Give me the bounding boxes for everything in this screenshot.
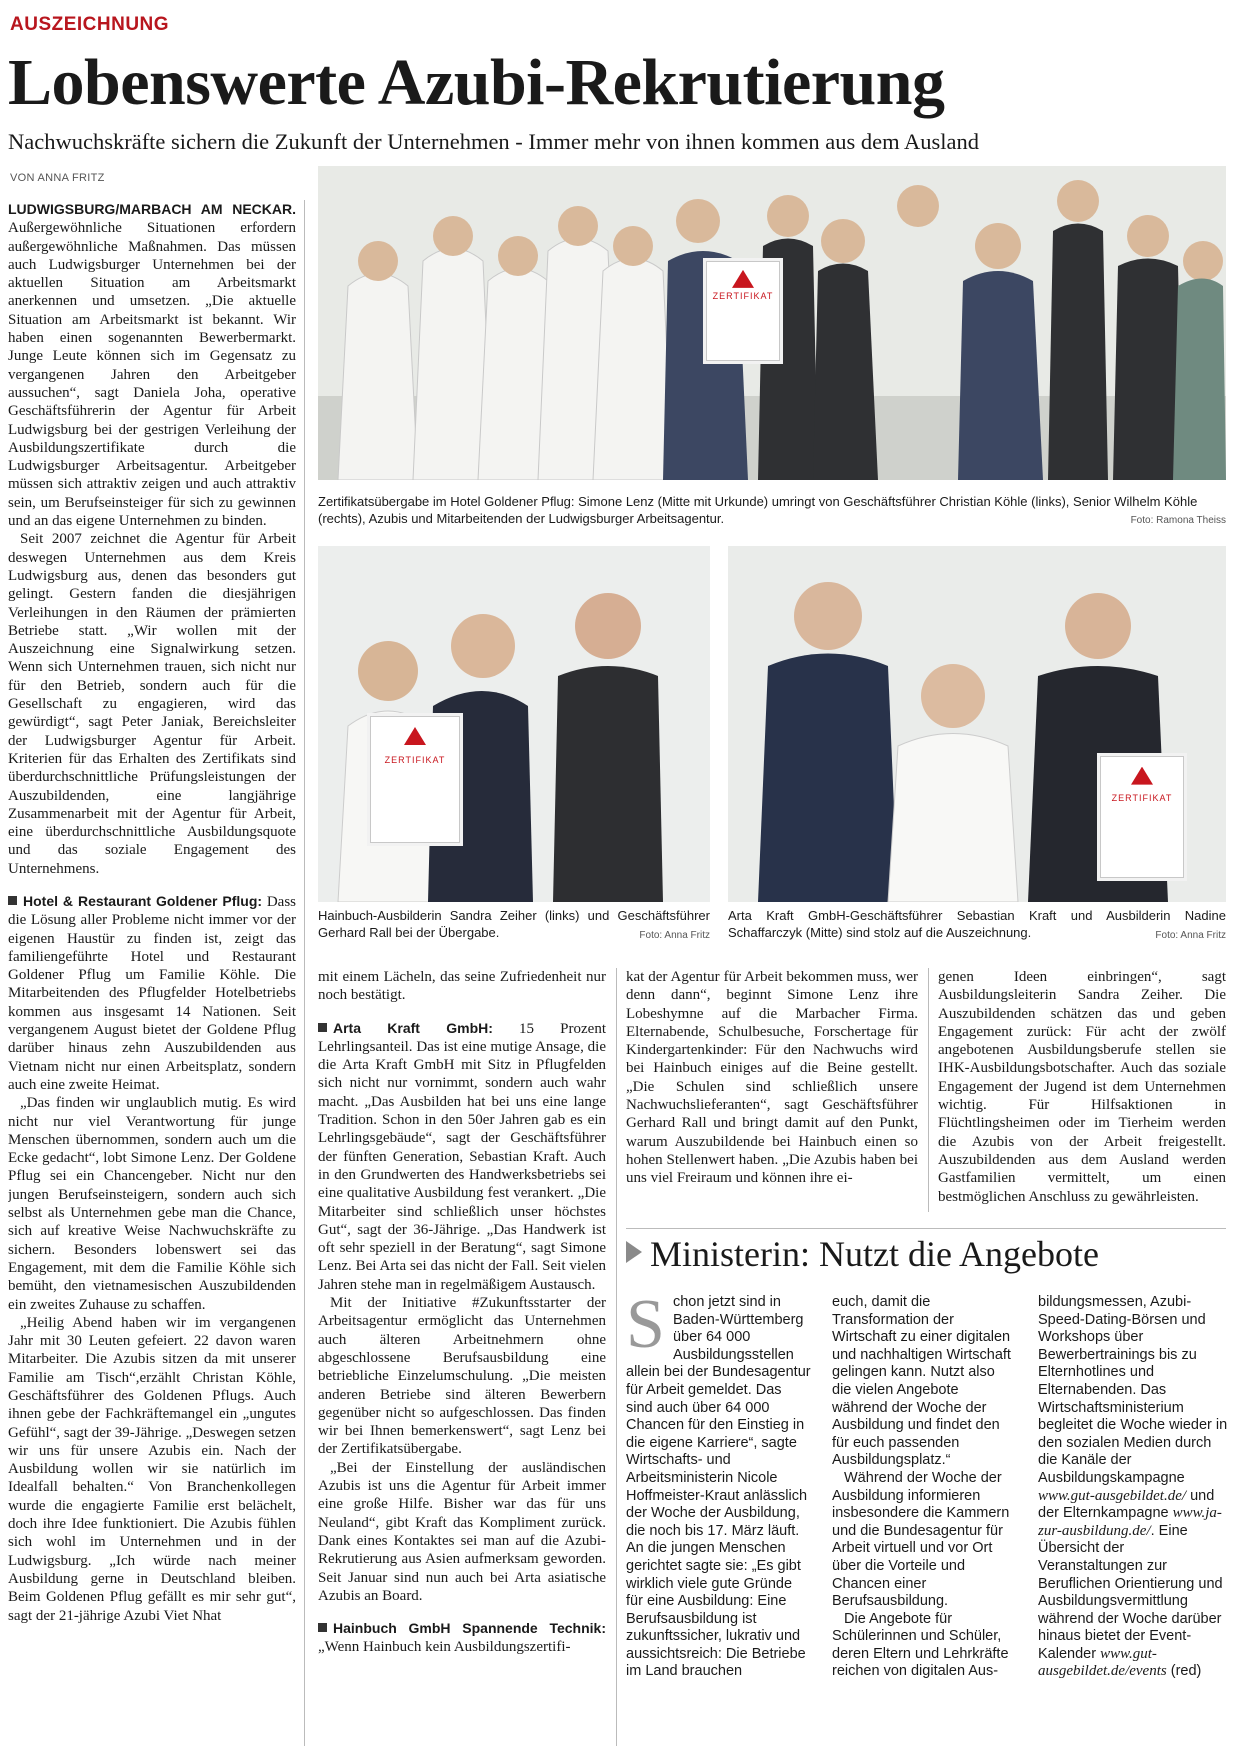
headline: Lobenswerte Azubi-Rekrutierung [8,46,945,119]
paragraph-text: 15 Prozent Lehrlingsanteil. Das ist eine mutige Ansage, die die Arta Kraft GmbH mit Sitz in Pflugfelden sich nicht nur vornimmt, sondern auch wahr macht. „Das Ausbilden hat bei uns eine lange Tradition. Schon in den 50er Jahren gab es ein Lehrlingsgebäude“, sagt der Geschäftsführer der fünften Generation, Sebastian Kraft. Auch in den Grundwerten des Handwerksbetriebs sei eine qualitative Ausbildung fest verankert. „Die Mitarbeiter sind schließlich unser höchstes Gut“, sagt der 36-Jährige. „Das Handwerk ist oft sehr speziell in der Beratung“, sagt Simone Lenz. Bei Arta sei das nicht der Fall. Seit vielen Jahren stehe man in regelmäßigem Austausch. [318,1020,606,1293]
certificate [1100,756,1184,878]
paragraph: Die Angebote für Schülerinnen und Schüler, deren Eltern und Lehrkräfte reichen von digitalen Aus- [832,1610,1009,1680]
column-divider [304,200,305,1746]
byline: VON ANNA FRITZ [10,172,105,184]
main-photo [318,166,1226,480]
paragraph: Mit der Initiative #Zukunftsstarter der Arbeitsagentur ermöglicht das Unternehmen auch älteren Arbeitnehmern ohne abgeschlossene Berufsausbildung eine betriebliche Einzelumschulung. „Die meisten anderen Betriebe sind älteren Bewerbern gegenüber nicht so aufgeschlossen. Das finden wir bei Ihnen bemerkenswert“, sagt Lenz bei der Zertifikatsübergabe. [318,1295,606,1458]
paragraph: Während der Woche der Ausbildung informieren insbesondere die Kammern und die Bundesagentur für Arbeit virtuell und vor Ort über die Vorteile und Chancen einer Berufsausbildung. [832,1469,1010,1610]
certificate-label: ZERTIFIKAT [384,754,446,765]
paragraph: „Bei der Einstellung der ausländischen Azubis ist uns die Agentur für Arbeit immer eine große Hilfe. Bisher war das für uns Neuland“, gibt Kraft das Kompliment zurück. Dank eines Kontaktes sei man auf die Azubi-Rekrutierung aus Asien aufmerksam geworden. Seit Januar sind nun auch bei Arta asiatische Azubis an Board. [318,1459,606,1604]
paragraph [8,200,296,530]
paragraph-text: Dass die Lösung aller Probleme nicht immer vor der eigenen Haustür zu finden ist, zeigt das familiengeführte Hotel und Restaurant Goldener Pflug um Familie Köhle. Die Mitarbeitenden des Pflugfelder Hotelbetriebs kommen aus insgesamt 14 Nationen. Seit vergangenem August bietet der Goldene Pflug darüber hinaus zehn Auszubildenden aus Vietnam nicht nur einen Arbeitsplatz, sondern auch eine zweite Heimat. [8,893,296,1093]
dropcap: S [626,1294,665,1363]
paragraph: „Heilig Abend haben wir im vergangenen Jahr mit 30 Leuten gefeiert. 22 davon waren Mitarbeiter. Die Azubis sitzen da mit unserer Familie am Tisch“,erzählt Christan Köhle, Geschäftsführer des Goldenen Pflugs. Auch ihnen gebe der Fachkräftemangel ein „ungutes Gefühl“, sagt der 39-Jährige. „Deswegen setzen wir uns für unsere Azubis ein. Nach der Ausbildung wollen wir sie natürlich im Idealfall behalten.“ Von Branchenkollegen wurde die engagierte Familie erst belächelt, doch ihre Idee funktioniert. Die Azubis fühlen sich wohl im Unternehmen und in der Ludwigsburg. „Ich würde nach meiner Ausbildung gerne in Deutschland bleiben. Beim Goldenen Pflug gefällt es mir sehr gut“, sagt der 21-jährige Azubi Viet Nhat [8,1314,296,1624]
paragraph: euch, damit die Transformation der Wirtschaft zu einer digitalen und nachhaltigen Wirtschaft gelingen kann. Nutzt also die vielen Angebote während der Woche der Ausbildung und findet den für euch passenden Ausbildungsplatz.“ [832,1294,1011,1469]
paragraph: genen Ideen einbringen“, sagt Ausbildungsleiterin Sandra Zeiher. Die Auszubildenden schätzen das und geben Engagement zurück: Für acht der zwölf angebotenen Ausbildungsberufe stellen sie IHK-Ausbildungsbotschafter. Auch das soziale Engagement der Jugend ist dem Unternehmen wichtig. Für Hilfsaktionen in Flüchtlingsheimen oder im Tierheim werden die Azubis von der Arbeit freigestellt. Auszubildenden aus dem Ausland werden Gastfamilien vermittelt, um einen bestmöglichen Anschluss zu gewährleisten. [938,969,1226,1205]
photo-credit: Foto: Anna Fritz [1155,929,1226,941]
certificate-label: ZERTIFIKAT [712,291,774,302]
box-column-1 [626,1294,812,1746]
certificate [706,261,780,361]
certificate [370,716,460,843]
article-column-3 [626,968,918,1212]
arta-photo [728,546,1226,902]
paragraph [8,892,296,1094]
square-bullet-icon [8,896,17,905]
link-ja-zur-ausbildung[interactable]: www.ja-zur-ausbildung.de/ [1038,1505,1222,1539]
subheadline: Nachwuchskräfte sichern die Zukunft der Unternehmen - Immer mehr von ihnen kommen aus dem Ausland [8,129,979,154]
caption-text: Hainbuch-Ausbilderin Sandra Zeiher (links) und Geschäftsführer Gerhard Rall bei der Übergabe. [318,908,710,940]
column-divider [928,968,929,1212]
caption-text: Arta Kraft GmbH-Geschäftsführer Sebastian Kraft und Ausbilderin Nadine Schaffarczyk (Mitte) sind stolz auf die Auszeichnung. [728,908,1226,940]
article-column-1 [8,200,296,1746]
agentur-logo-icon [1131,767,1153,785]
paragraph-text: bildungsmessen, Azubi-Speed-Dating-Börsen und Workshops über Bewerbertrainings bis zu Elternhotlines und Elternabenden. Das Wirtschaftsministerium begleitet die Woche wieder in den sozialen Medien durch die Kanäle der Ausbildungskampagne [1038,1294,1228,1486]
paragraph-text: (red) [1166,1663,1202,1680]
section-heading-hainbuch: Hainbuch GmbH Spannende Technik: [333,1620,606,1637]
section-heading-arta-kraft: Arta Kraft GmbH: [333,1019,493,1036]
caption-text: Zertifikatsübergabe im Hotel Goldener Pflug: Simone Lenz (Mitte mit Urkunde) umringt von Geschäftsführer Christian Köhle (links), Senior Wilhelm Köhle (rechts), Azubis und Mitarbeitenden der Ludwigsburger Arbeitsagentur. [318,494,1198,526]
paragraph-text: chon jetzt sind in Baden-Württemberg über 64 000 Ausbildungsstellen allein bei der Bundesagentur für Arbeit gemeldet. Das sind auch über 64 000 Chancen für den Einstieg in die eigene Karriere“, sagte Wirtschafts- und Arbeitsministerin Nicole Hoffmeister-Kraut anlässlich der Woche der Ausbildung, die noch bis 17. März läuft. An die jungen Menschen gerichtet sagte sie: „Es gibt wirklich viele gute Gründe für eine Ausbildung: Eine Berufsausbildung ist zukunftssicher, lukrativ und aussichtsreich: Die Betriebe im Land brauchen [626,1294,811,1680]
arrow-right-icon [626,1241,642,1263]
paragraph [1038,1294,1228,1681]
paragraph-text: „Wenn Hainbuch kein Ausbildungszertifi- [318,1639,571,1656]
article-column-4 [938,968,1226,1212]
box-column-2 [832,1294,1018,1746]
column-divider [616,968,617,1746]
paragraph-text: und der Elternkampagne [1038,1487,1215,1522]
arta-photo-caption [728,908,1226,944]
paragraph: mit einem Lächeln, das seine Zufriedenheit nur noch bestätigt. [318,969,606,1004]
paragraph [318,1619,606,1657]
square-bullet-icon [318,1023,327,1032]
article-column-2 [318,968,606,1746]
hainbuch-photo-caption [318,908,710,944]
paragraph-text: Außergewöhnliche Situationen erfordern außergewöhnliche Maßnahmen. Das müssen auch Ludwigsburger Unternehmen bei der aktuellen Situation am Arbeitsmarkt anerkennen und umsetzen. „Die aktuelle Situation am Arbeitsmarkt ist bekannt. Wir haben einen sogenannten Bewerbermarkt. Junge Leute können sich im Gegensatz zu vergangenen Jahren den Arbeitgeber aussuchen“, sagt Daniela Joha, operative Geschäftsführerin der Agentur für Arbeit Ludwigsburg bei der gestrigen Verleihung der Ausbildungszertifikate durch die Ludwigsburger Arbeitsagentur. Arbeitgeber müssen sich attraktiv zeigen und auch attraktiv sein, um Berufseinsteiger für sich zu gewinnen und an das eigene Unternehmen zu binden. [8,220,296,530]
paragraph [318,1019,606,1294]
dateline: LUDWIGSBURG/MARBACH AM NECKAR. [8,201,296,217]
hainbuch-photo [318,546,710,902]
link-event-kalender[interactable]: www.gut-ausgebildet.de/events [1038,1645,1167,1680]
box-title-text: Ministerin: Nutzt die Angebote [650,1234,1099,1274]
box-top-rule [626,1228,1226,1229]
agentur-logo-icon [404,727,426,745]
paragraph: kat der Agentur für Arbeit bekommen muss, wer denn dann“, beginnt Simone Lenz ihre Lobeshymne auf die Marbacher Firma. Elternabende, Schulbesuche, Forschertage für Kindergartenkinder: Für den Nachwuchs wird bei Hainbuch einiges auf die Beine gestellt. „Die Schulen sind schließlich unsere Nachwuchslieferanten“, sagt Geschäftsführer Gerhard Rall und bringt damit auf den Punkt, warum Auszubildende bei Hainbuch einen so hohen Stellenwert haben. „Die Azubis haben bei uns viel Freiraum und können ihre ei- [626,969,918,1187]
square-bullet-icon [318,1623,327,1632]
box-column-3 [1038,1294,1228,1746]
main-photo-caption [318,494,1226,534]
certificate-label: ZERTIFIKAT [1111,793,1173,803]
photo-credit: Foto: Ramona Theiss [1130,514,1226,526]
paragraph [626,1294,812,1681]
photo-credit: Foto: Anna Fritz [639,929,710,941]
section-heading-goldener-pflug: Hotel & Restaurant Goldener Pflug: [23,892,263,909]
link-gut-ausgebildet[interactable]: www.gut-ausgebildet.de/ [1038,1487,1187,1504]
agentur-logo-icon [732,270,754,288]
paragraph: „Das finden wir unglaublich mutig. Es wird nicht nur viel Verantwortung für junge Menschen übernommen, sondern auch um die Ecke gedacht“, lobt Simone Lenz. Der Goldene Pflug sei ein Chancengeber. Nicht nur den jungen Berufseinsteigern, sondern auch sich selbst als Unternehmen gebe man die Chance, sich auf kreative Weise Nachwuchskräfte zu sichern. Besonders lobenswert sei das Engagement, mit dem die Familie Köhle sich bemüht, den vietnamesischen Auszubildenden ein zweites Zuhause zu schaffen. [8,1095,296,1313]
kicker: AUSZEICHNUNG [10,14,170,35]
paragraph: Seit 2007 zeichnet die Agentur für Arbeit deswegen Unternehmen aus dem Kreis Ludwigsburg aus, denen das besonders gut gelingt. Gestern fanden die diesjährigen Verleihungen in den Räumen der prämierten Betriebe statt. „Wir wollen mit der Auszeichnung eine Signalwirkung setzen. Wenn sich Unternehmen trauen, sich nicht nur für den Betrieb, sondern auch für die Gesellschaft zu engagieren, wird das gewürdigt“, sagt Peter Janiak, Bereichsleiter der Ludwigsburger Agentur für Arbeit. Kriterien für das Erhalten des Zertifikats sind überdurchschnittliche Prüfungsleistungen der Auszubildenden, eine langjährige Zusammenarbeit mit der Agentur für Arbeit, eine überdurchschnittliche Ausbildungsquote und das soziale Engagement des Unternehmens. [8,531,296,877]
box-title [626,1236,1099,1272]
paragraph-text: . Eine Übersicht der Veranstaltungen zur Beruflichen Orientierung und Ausbildungsvermittlung während der Woche darüber hinaus bietet der Event-Kalender [1038,1522,1223,1662]
